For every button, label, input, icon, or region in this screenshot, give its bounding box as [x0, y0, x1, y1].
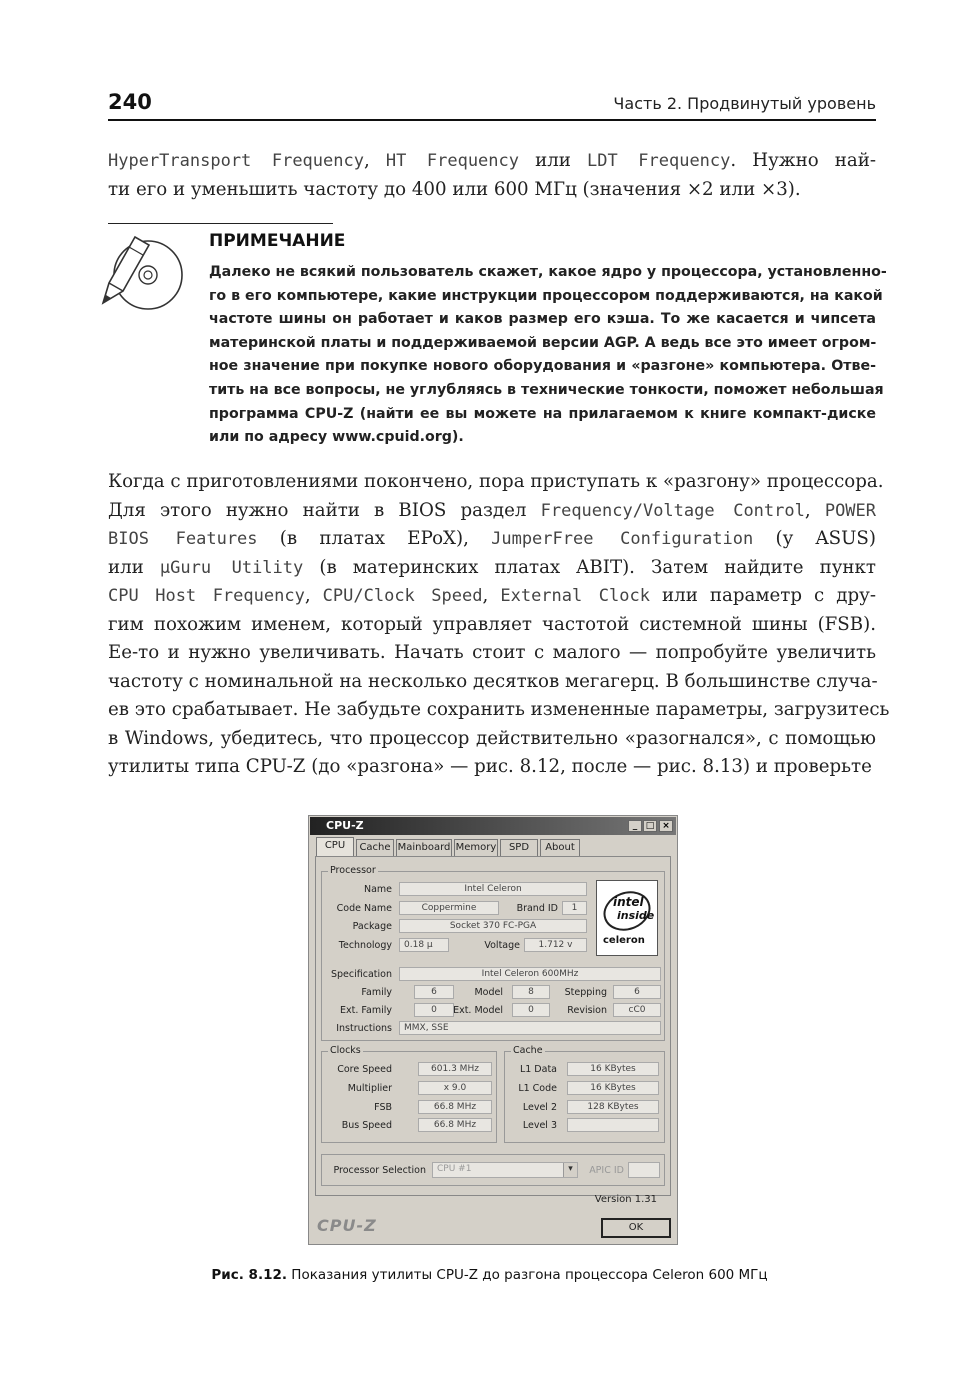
note-line: го в его компьютере, какие инструкции процессором поддерживаются, на какой: [209, 287, 883, 304]
level2-label: Level 2: [522, 1102, 557, 1113]
caption-text: Показания утилиты CPU-Z до разгона процессора Celeron 600 МГц: [287, 1267, 768, 1283]
note-title: ПРИМЕЧАНИЕ: [209, 231, 346, 251]
text-run: ,: [482, 585, 501, 606]
cache-group: [504, 1045, 665, 1143]
code-term: POWER: [824, 500, 877, 521]
name-value: Intel Celeron: [399, 882, 587, 896]
text-run: ,: [304, 585, 323, 606]
cpuz-window: [308, 815, 678, 1245]
technology-label: Technology: [338, 940, 392, 951]
processor-selection-label: Processor Selection: [333, 1165, 426, 1176]
text-line: [108, 582, 876, 611]
bus-speed-label: Bus Speed: [341, 1120, 392, 1131]
text-run: ,: [363, 150, 386, 171]
technology-value: 0.18 µ: [399, 938, 449, 952]
cpuz-titlebar: [310, 817, 676, 835]
processor-selection-value: CPU #1: [437, 1164, 472, 1174]
maximize-button[interactable]: □: [643, 820, 657, 832]
processor-group-title: Processor: [330, 865, 376, 876]
brandid-value: 1: [562, 901, 587, 915]
apic-id-label: APIC ID: [589, 1165, 624, 1176]
apic-id-value: [628, 1162, 660, 1178]
family-value: 6: [414, 985, 454, 999]
text-line: [108, 554, 876, 583]
tab-spd[interactable]: SPD: [500, 839, 538, 856]
code-term: LDT Frequency: [587, 151, 731, 171]
l1-code-value: 16 KBytes: [567, 1081, 659, 1095]
multiplier-label: Multiplier: [347, 1083, 392, 1094]
close-button[interactable]: ×: [659, 820, 673, 832]
text-line: [108, 696, 890, 725]
l1-data-value: 16 KBytes: [567, 1062, 659, 1076]
text-run: Когда с приготовлениями покончено, пора приступать к «разгону» процессора.: [108, 471, 884, 492]
clocks-group: [321, 1045, 497, 1143]
header-rule: [108, 119, 876, 121]
ok-button[interactable]: OK: [601, 1218, 671, 1238]
text-line: [108, 525, 876, 554]
core-speed-value: 601.3 MHz: [418, 1062, 492, 1076]
fsb-value: 66.8 MHz: [418, 1100, 492, 1114]
l1-data-label: L1 Data: [519, 1064, 557, 1075]
note-line: материнской платы и поддерживаемой версии AGP. А ведь все это имеет огром-: [209, 334, 877, 351]
intro-paragraph: [108, 147, 876, 204]
level2-value: 128 KBytes: [567, 1100, 659, 1114]
tab-cpu[interactable]: CPU: [316, 837, 354, 857]
intel-celeron-logo: [596, 880, 658, 956]
extfamily-label: Ext. Family: [340, 1005, 392, 1016]
text-run: или параметр с дру-: [649, 585, 876, 606]
note-line: тить на все вопросы, не углубляясь в технические тонкости, поможет небольшая: [209, 381, 884, 398]
minimize-button[interactable]: _: [628, 820, 642, 832]
spec-label: Specification: [331, 969, 392, 980]
voltage-value: 1.712 v: [524, 938, 587, 952]
text-run: Ее-то и нужно увеличивать. Начать стоит с малого — попробуйте увеличить: [108, 642, 876, 663]
text-run: или: [108, 556, 160, 578]
text-run: (у ASUS): [753, 528, 876, 549]
note-line: ное значение при покупке нового оборудования и «разгоне» компьютера. Отве-: [209, 358, 876, 375]
cache-group-title: Cache: [513, 1045, 543, 1056]
chevron-down-icon[interactable]: ▾: [563, 1163, 577, 1177]
code-term: External Clock: [500, 586, 650, 606]
text-run: ,: [804, 499, 825, 521]
level3-label: Level 3: [522, 1120, 557, 1131]
tab-about[interactable]: About: [540, 839, 580, 856]
logo-celeron: celeron: [603, 935, 645, 946]
text-run: ти его и уменьшить частоту до 400 или 600 МГц (значения ×2 или ×3).: [108, 178, 801, 200]
stepping-value: 6: [613, 985, 661, 999]
name-label: Name: [363, 884, 392, 895]
pencil-disc-icon: [93, 225, 203, 315]
text-run: гим похожим именем, который управляет частотой системной шины (FSB).: [108, 613, 876, 635]
text-run: (в платах EPoX),: [257, 528, 492, 549]
fsb-label: FSB: [374, 1102, 392, 1113]
selection-group: [321, 1154, 665, 1186]
code-term: BIOS Features: [108, 529, 258, 549]
extmodel-value: 0: [512, 1003, 550, 1017]
package-value: Socket 370 FC-PGA: [399, 919, 587, 933]
note-line: или по адресу www.cpuid.org).: [209, 429, 464, 446]
main-paragraph: [108, 468, 890, 782]
stepping-label: Stepping: [564, 987, 607, 998]
text-line: [108, 176, 876, 205]
voltage-label: Voltage: [484, 940, 520, 951]
code-term: HyperTransport Frequency: [108, 151, 364, 171]
page-number: 240: [108, 90, 152, 114]
code-term: Frequency/Voltage Control: [540, 500, 805, 521]
extfamily-value: 0: [414, 1003, 454, 1017]
code-term: HT Frequency: [385, 151, 519, 171]
processor-group: [321, 865, 665, 1041]
logo-inside: inside: [617, 909, 655, 922]
tab-cache[interactable]: Cache: [356, 839, 394, 856]
revision-value: cC0: [613, 1003, 661, 1017]
tab-memory[interactable]: Memory: [454, 839, 498, 856]
text-run: или: [519, 150, 588, 171]
instructions-label: Instructions: [336, 1023, 392, 1034]
l1-code-label: L1 Code: [518, 1083, 557, 1094]
core-speed-label: Core Speed: [337, 1064, 392, 1075]
note-rule: [108, 223, 333, 224]
processor-selection-dropdown[interactable]: [432, 1162, 578, 1178]
clocks-group-title: Clocks: [330, 1045, 361, 1056]
text-line: [108, 468, 884, 497]
code-term: µGuru Utility: [159, 557, 304, 578]
text-line: [108, 497, 876, 526]
brandid-label: Brand ID: [516, 903, 558, 914]
logo-intel: intel: [613, 895, 644, 909]
codename-label: Code Name: [336, 903, 392, 914]
text-line: [108, 147, 876, 176]
text-run: в Windows, убедитесь, что процессор действительно «разогнался», с помощью: [108, 727, 876, 749]
text-line: [108, 725, 876, 754]
instructions-value: MMX, SSE: [399, 1021, 661, 1035]
note-body: [209, 261, 887, 450]
note-line: программа CPU-Z (найти ее вы можете на прилагаемом к книге компакт-диске: [209, 405, 876, 422]
multiplier-value: x 9.0: [418, 1081, 492, 1095]
figure-caption: [0, 1267, 979, 1283]
text-run: . Нужно най-: [730, 150, 876, 171]
bus-speed-value: 66.8 MHz: [418, 1118, 492, 1132]
text-run: ев это срабатывает. Не забудьте сохранить измененные параметры, загрузитесь: [108, 699, 890, 720]
tab-mainboard[interactable]: Mainboard: [396, 839, 452, 856]
running-head: Часть 2. Продвинутый уровень: [613, 94, 876, 113]
code-term: CPU/Clock Speed: [322, 586, 483, 606]
text-run: утилиты типа CPU-Z (до «разгона» — рис. 8.12, после — рис. 8.13) и проверьте: [108, 756, 872, 777]
text-run: (в материнских платах ABIT). Затем найдите пункт: [303, 556, 876, 578]
model-label: Model: [474, 987, 503, 998]
revision-label: Revision: [567, 1005, 607, 1016]
model-value: 8: [512, 985, 550, 999]
caption-label: Рис. 8.12.: [211, 1267, 287, 1283]
text-line: [108, 639, 876, 668]
code-term: JumperFree Configuration: [491, 529, 754, 549]
spec-value: Intel Celeron 600MHz: [399, 967, 661, 981]
version-label: Version 1.31: [594, 1194, 657, 1205]
package-label: Package: [352, 921, 392, 932]
text-line: [108, 753, 876, 782]
note-line: частоте шины он работает и каков размер его кэша. То же касается и чипсета: [209, 311, 876, 328]
codename-value: Coppermine: [399, 901, 499, 915]
code-term: CPU Host Frequency: [108, 586, 305, 606]
text-line: [108, 668, 876, 697]
extmodel-label: Ext. Model: [453, 1005, 503, 1016]
text-run: частоту с номинальной на несколько десятков мегагерц. В большинстве случа-: [108, 670, 878, 692]
note-line: Далеко не всякий пользователь скажет, какое ядро у процессора, установленно-: [209, 264, 887, 280]
cpuz-brand: CPU-Z: [317, 1216, 377, 1235]
cpu-panel: [315, 856, 671, 1196]
text-line: [108, 611, 876, 640]
cpuz-title: CPU-Z: [326, 819, 364, 832]
level3-value: [567, 1118, 659, 1132]
family-label: Family: [361, 987, 392, 998]
text-run: Для этого нужно найти в BIOS раздел: [108, 499, 541, 521]
